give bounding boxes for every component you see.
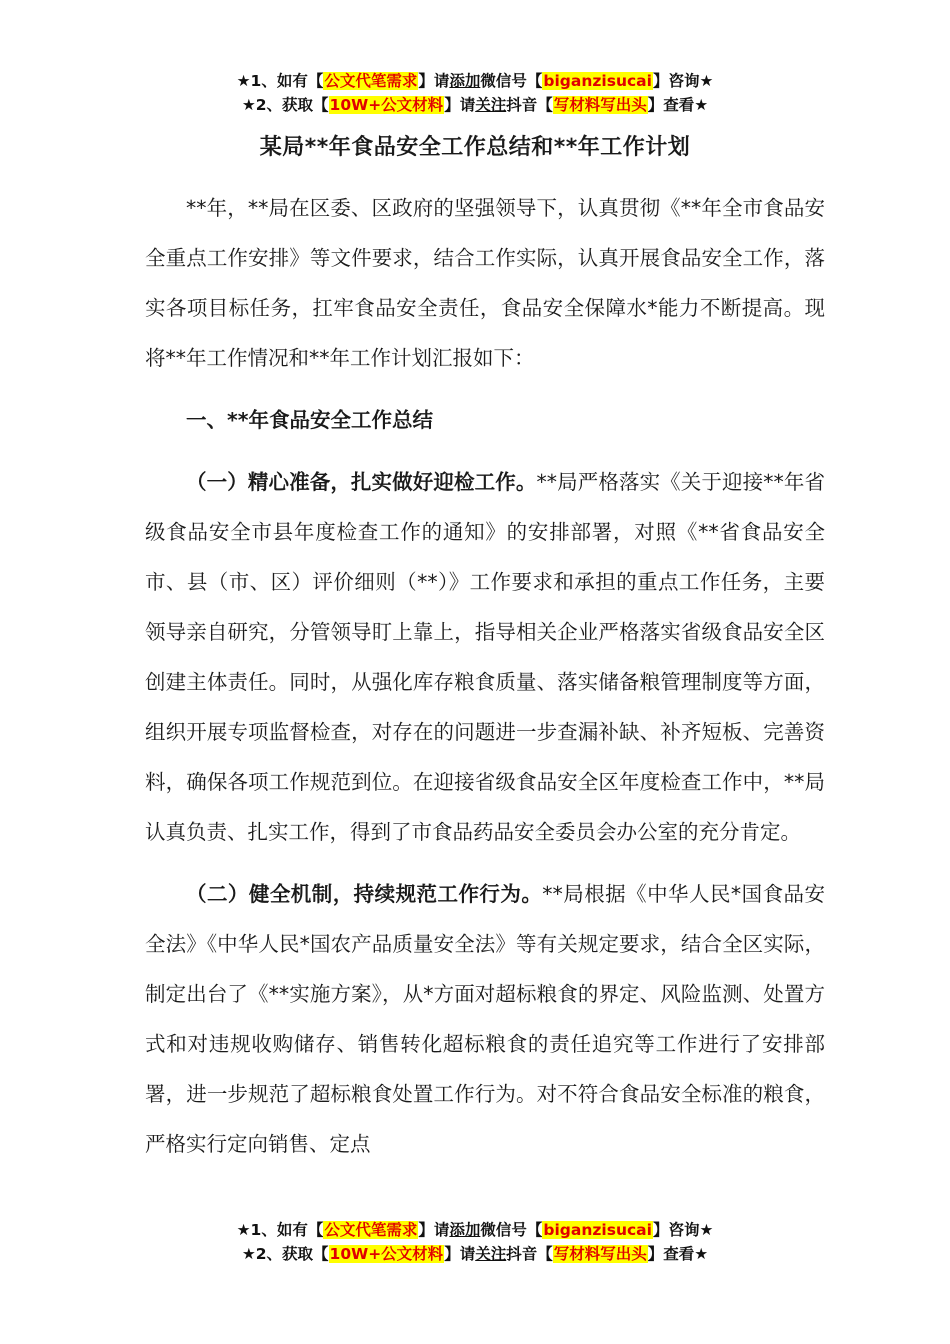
footer-line-2: ★2、获取【10W+公文材料】请关注抖音【写材料写出头】查看★ <box>241 1245 709 1263</box>
banner-line-2: ★2、获取【10W+公文材料】请关注抖音【写材料写出头】查看★ <box>241 96 709 114</box>
item-1-paragraph <box>145 457 825 857</box>
intro-paragraph: **年，**局在区委、区政府的坚强领导下，认真贯彻《**年全市食品安全重点工作安排》等文件要求，结合工作实际，认真开展食品安全工作，落实各项目标任务，扛牢食品安全责任，食品安全保障水*能力不断提高。现将**年工作情况和**年工作计划汇报如下： <box>145 196 825 370</box>
item-2-body: **局根据《中华人民*国食品安全法》《中华人民*国农产品质量安全法》等有关规定要求，结合全区实际，制定出台了《**实施方案》，从*方面对超标粮食的界定、风险监测、处置方式和对违规收购储存、销售转化超标粮食的责任追究等工作进行了安排部署，进一步规范了超标粮食处置工作行为。对不符合食品安全标准的粮食，严格实行定向销售、定点 <box>145 882 826 1156</box>
highlight-douyin: 写材料写出头 <box>553 96 647 114</box>
section-heading: 一、**年食品安全工作总结 <box>186 408 433 432</box>
document-title: 某局**年食品安全工作总结和**年工作计划 <box>259 135 691 160</box>
banner-line-1: ★1、如有【公文代笔需求】请添加微信号【biganzisucai】咨询★ <box>236 72 714 90</box>
highlight-ghostwriting: 公文代笔需求 <box>324 1221 418 1239</box>
header-banner <box>0 69 950 117</box>
item-2-title: （二）健全机制，持续规范工作行为。 <box>186 882 543 906</box>
footer-banner <box>0 1218 950 1266</box>
highlight-douyin: 写材料写出头 <box>553 1245 647 1263</box>
highlight-wechat-id: biganzisucai <box>543 72 652 90</box>
item-1-title: （一）精心准备，扎实做好迎检工作。 <box>186 470 537 494</box>
highlight-materials: 10W+公文材料 <box>329 96 444 114</box>
footer-line-1: ★1、如有【公文代笔需求】请添加微信号【biganzisucai】咨询★ <box>236 1221 714 1239</box>
highlight-materials: 10W+公文材料 <box>329 1245 444 1263</box>
highlight-ghostwriting: 公文代笔需求 <box>324 72 418 90</box>
item-2-paragraph <box>145 869 825 1169</box>
document-body <box>145 183 825 1169</box>
highlight-wechat-id: biganzisucai <box>543 1221 652 1239</box>
item-1-body: **局严格落实《关于迎接**年省级食品安全市县年度检查工作的通知》的安排部署，对照《**省食品安全市、县（市、区）评价细则（**）》工作要求和承担的重点工作任务，主要领导亲自研究，分管领导盯上靠上，指导相关企业严格落实省级食品安全区创建主体责任。同时，从强化库存粮食质量、落实储备粮管理制度等方面，组织开展专项监督检查，对存在的问题进一步查漏补缺、补齐短板、完善资料，确保各项工作规范到位。在迎接省级食品安全区年度检查工作中，**局认真负责、扎实工作，得到了市食品药品安全委员会办公室的充分肯定。 <box>145 470 826 844</box>
